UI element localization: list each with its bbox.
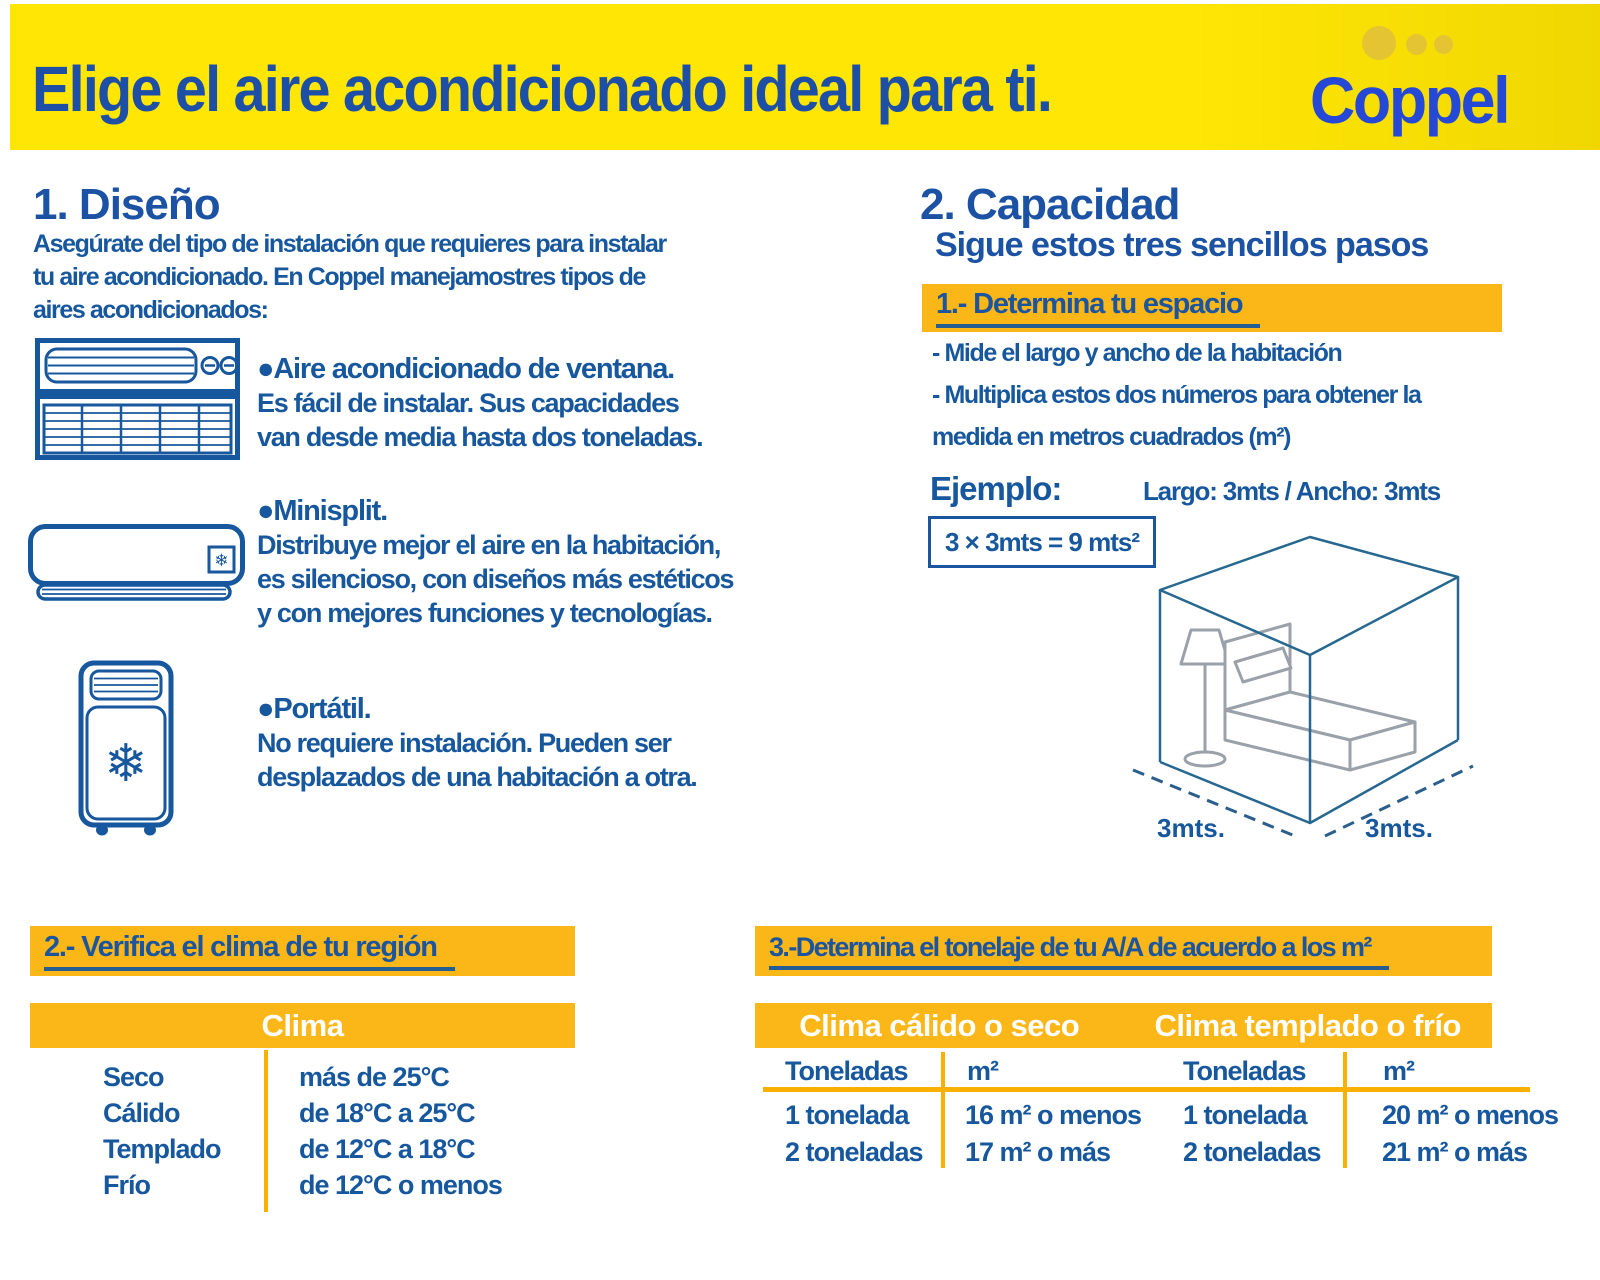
- climate-table-title: Clima: [261, 1007, 344, 1043]
- climate-row-name: Templado: [103, 1134, 221, 1164]
- item-line: Es fácil de instalar. Sus capacidades: [257, 388, 679, 418]
- bed-icon: [1225, 624, 1415, 770]
- tonnage-divider-left: [941, 1052, 945, 1168]
- window-ac-icon: [35, 338, 240, 460]
- climate-banner: [30, 926, 575, 976]
- room-width-label: 3mts.: [1157, 813, 1225, 843]
- bullet-line: - Multiplica estos dos números para obtener la: [932, 381, 1421, 409]
- coppel-logo: [1310, 20, 1525, 142]
- item-line: y con mejores funciones y tecnologías.: [257, 598, 712, 628]
- tonnage-cell-tons: 1 tonelada: [785, 1100, 909, 1130]
- item-line: van desde media hasta dos toneladas.: [257, 422, 703, 452]
- tonnage-cell-tons: 1 tonelada: [1183, 1100, 1307, 1130]
- tonnage-table-header: [755, 1003, 1492, 1048]
- climate-row-range: más de 25°C: [299, 1062, 449, 1092]
- climate-banner-text: 2.- Verifica el clima de tu región: [44, 931, 455, 971]
- intro-line: tu aire acondicionado. En Coppel manejamostres tipos de: [33, 263, 646, 291]
- room-cube-illustration: [1125, 512, 1475, 847]
- step1-banner: [922, 284, 1502, 332]
- snowflake-icon: ❄: [104, 734, 148, 794]
- tonnage-col-header: Toneladas: [1183, 1056, 1306, 1086]
- logo-dot-small-icon: [1434, 35, 1453, 54]
- item-title: ●Minisplit.: [257, 495, 387, 527]
- climate-row-range: de 12°C o menos: [299, 1170, 502, 1200]
- tonnage-banner-text: 3.-Determina el tonelaje de tu A/A de acuerdo a los m²: [769, 932, 1389, 970]
- tonnage-cell-area: 20 m² o menos: [1382, 1100, 1559, 1130]
- capacity-subheading: Sigue estos tres sencillos pasos: [935, 226, 1429, 264]
- climate-row-range: de 18°C a 25°C: [299, 1098, 475, 1128]
- intro-line: aires acondicionados:: [33, 296, 268, 324]
- design-heading: 1. Diseño: [33, 180, 220, 229]
- design-intro: [33, 228, 666, 327]
- tonnage-cell-tons: 2 toneladas: [785, 1137, 923, 1167]
- bullet-line: - Mide el largo y ancho de la habitación: [932, 339, 1342, 367]
- capacity-heading: 2. Capacidad: [920, 180, 1180, 229]
- tonnage-col-header: Toneladas: [785, 1056, 908, 1086]
- room-depth-label: 3mts.: [1365, 813, 1433, 843]
- climate-table-header: [30, 1003, 575, 1048]
- tonnage-banner: [755, 926, 1492, 976]
- tonnage-cell-area: 21 m² o más: [1382, 1137, 1528, 1167]
- bullet-line: medida en metros cuadrados (m²): [932, 423, 1291, 451]
- intro-line: Asegúrate del tipo de instalación que requieres para instalar: [33, 230, 666, 258]
- tonnage-cell-tons: 2 toneladas: [1183, 1137, 1321, 1167]
- logo-dot-large-icon: [1362, 26, 1396, 60]
- tonnage-cell-area: 16 m² o menos: [965, 1100, 1142, 1130]
- tonnage-header-rule: [763, 1087, 1530, 1092]
- logo-wordmark: Coppel: [1310, 63, 1509, 137]
- climate-row-range: de 12°C a 18°C: [299, 1134, 475, 1164]
- room-dimensions-label: Largo: 3mts / Ancho: 3mts: [1143, 476, 1440, 506]
- item-line: es silencioso, con diseños más estéticos: [257, 564, 734, 594]
- logo-dot-medium-icon: [1406, 34, 1427, 55]
- lamp-icon: [1181, 630, 1229, 766]
- step1-banner-text: 1.- Determina tu espacio: [936, 288, 1260, 328]
- design-item-minisplit: [257, 494, 733, 630]
- climate-row-name: Frío: [103, 1170, 150, 1200]
- climate-table-divider: [264, 1050, 268, 1212]
- tonnage-col-header: m²: [967, 1056, 998, 1086]
- design-item-window: [257, 352, 702, 454]
- tonnage-table-title-cool: Clima templado o frío: [1154, 1007, 1461, 1043]
- tonnage-divider-right: [1343, 1052, 1347, 1168]
- snowflake-icon: ❄: [214, 551, 229, 571]
- item-title: ●Portátil.: [257, 693, 371, 725]
- item-line: No requiere instalación. Pueden ser: [257, 728, 671, 758]
- formula-box: [928, 516, 1156, 568]
- design-item-portable: [257, 692, 697, 794]
- portable-ac-icon: [78, 660, 174, 838]
- tonnage-table-title-warm: Clima cálido o seco: [799, 1007, 1080, 1043]
- step1-bullets: [932, 332, 1421, 458]
- minisplit-icon: [28, 524, 246, 604]
- climate-row-name: Seco: [103, 1062, 164, 1092]
- page-title: Elige el aire acondicionado ideal para ti.: [32, 53, 1052, 125]
- item-line: desplazados de una habitación a otra.: [257, 762, 697, 792]
- example-label: Ejemplo:: [930, 470, 1062, 507]
- item-title: ●Aire acondicionado de ventana.: [257, 353, 675, 385]
- formula-text: 3 × 3mts = 9 mts²: [945, 526, 1139, 557]
- tonnage-col-header: m²: [1383, 1056, 1414, 1086]
- item-line: Distribuye mejor el aire en la habitación,: [257, 530, 721, 560]
- header-banner: [10, 4, 1600, 150]
- climate-row-name: Cálido: [103, 1098, 180, 1128]
- tonnage-cell-area: 17 m² o más: [965, 1137, 1111, 1167]
